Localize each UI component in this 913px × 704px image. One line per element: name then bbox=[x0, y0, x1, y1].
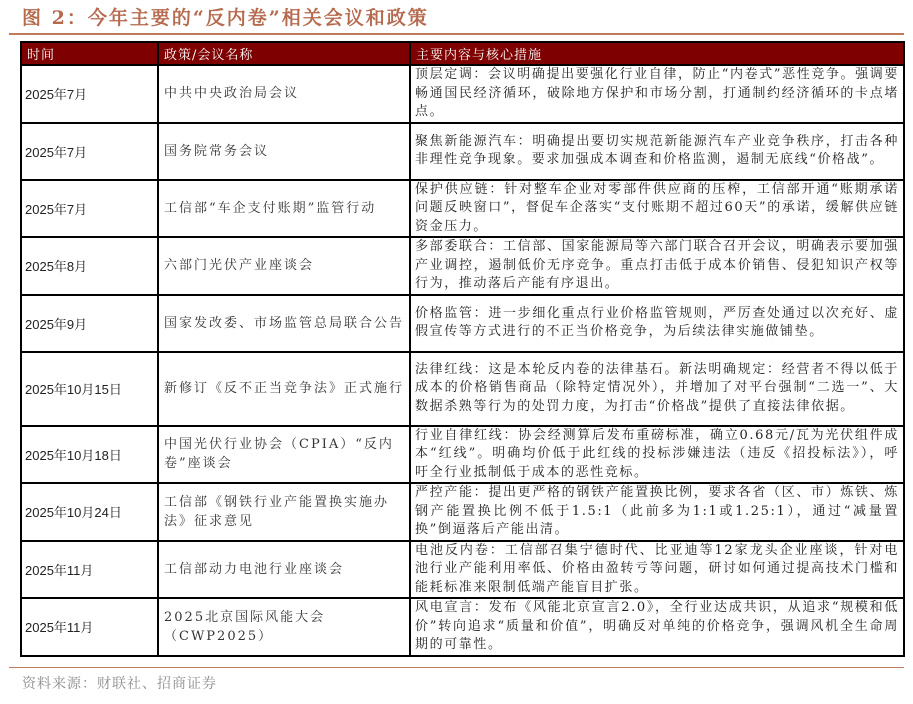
table-row bbox=[21, 295, 904, 352]
row-content: 价格监管：进一步细化重点行业价格监管规则，严厉查处通过以次充好、虚假宣传等方式进行的不正当价格竞争，为后续法律实施做铺垫。 bbox=[410, 295, 904, 352]
row-date: 2025年10月15日 bbox=[21, 352, 158, 426]
table-row bbox=[21, 483, 904, 541]
header-policy-name: 政策/会议名称 bbox=[158, 42, 410, 65]
row-date: 2025年10月18日 bbox=[21, 426, 158, 484]
row-content: 风电宣言：发布《风能北京宣言2.0》，全行业达成共识，从追求“规模和低价”转向追求“质量和价值”，明确反对单纯的价格竞争，强调风机全生命周期的可靠性。 bbox=[410, 598, 904, 656]
figure-title: 图 2：今年主要的“反内卷”相关会议和政策 bbox=[22, 7, 429, 29]
table-row bbox=[21, 426, 904, 484]
table-row bbox=[21, 180, 904, 238]
row-content: 法律红线：这是本轮反内卷的法律基石。新法明确规定：经营者不得以低于成本的价格销售商品（除特定情况外），并增加了对平台强制“二选一”、大数据杀熟等行为的处罚力度，为打击“价格战”提供了直接法律依据。 bbox=[410, 352, 904, 426]
row-policy-name: 工信部《钢铁行业产能置换实施办法》征求意见 bbox=[158, 483, 410, 541]
row-policy-name: 工信部“车企支付账期”监管行动 bbox=[158, 180, 410, 238]
row-policy-name: 国务院常务会议 bbox=[158, 123, 410, 180]
row-content: 保护供应链：针对整车企业对零部件供应商的压榨，工信部开通“账期承诺问题反映窗口”，督促车企落实“支付账期不超过60天”的承诺，缓解供应链资金压力。 bbox=[410, 180, 904, 238]
table-row bbox=[21, 352, 904, 426]
row-policy-name: 新修订《反不正当竞争法》正式施行 bbox=[158, 352, 410, 426]
policy-table bbox=[20, 41, 905, 657]
title-divider bbox=[9, 33, 904, 35]
row-date: 2025年7月 bbox=[21, 123, 158, 180]
row-date: 2025年8月 bbox=[21, 237, 158, 295]
table-row bbox=[21, 65, 904, 123]
source-note: 资料来源：财联社、招商证券 bbox=[22, 676, 217, 692]
row-date: 2025年7月 bbox=[21, 180, 158, 238]
row-date: 2025年10月24日 bbox=[21, 483, 158, 541]
table-row bbox=[21, 237, 904, 295]
row-policy-name: 2025北京国际风能大会（CWP2025） bbox=[158, 598, 410, 656]
row-policy-name: 中国光伏行业协会（CPIA）“反内卷”座谈会 bbox=[158, 426, 410, 484]
row-content: 多部委联合：工信部、国家能源局等六部门联合召开会议，明确表示要加强产业调控，遏制低价无序竞争。重点打击低于成本价销售、侵犯知识产权等行为，推动落后产能有序退出。 bbox=[410, 237, 904, 295]
table-row bbox=[21, 123, 904, 180]
row-policy-name: 国家发改委、市场监管总局联合公告 bbox=[158, 295, 410, 352]
row-content: 顶层定调：会议明确提出要强化行业自律，防止“内卷式”恶性竞争。强调要畅通国民经济循环，破除地方保护和市场分割，打通制约经济循环的卡点堵点。 bbox=[410, 65, 904, 123]
row-policy-name: 工信部动力电池行业座谈会 bbox=[158, 541, 410, 599]
row-content: 聚焦新能源汽车：明确提出要切实规范新能源汽车产业竞争秩序，打击各种非理性竞争现象。要求加强成本调查和价格监测，遏制无底线“价格战”。 bbox=[410, 123, 904, 180]
row-content: 严控产能：提出更严格的钢铁产能置换比例，要求各省（区、市）炼铁、炼钢产能置换比例不低于1.5:1（此前多为1:1或1.25:1），通过“减量置换”倒逼落后产能出清。 bbox=[410, 483, 904, 541]
table-row bbox=[21, 598, 904, 656]
row-date: 2025年9月 bbox=[21, 295, 158, 352]
row-content: 行业自律红线：协会经测算后发布重磅标准，确立0.68元/瓦为光伏组件成本“红线”。明确均价低于此红线的投标涉嫌违法（违反《招投标法》），呼吁全行业抵制低于成本的恶性竞标。 bbox=[410, 426, 904, 484]
header-date: 时间 bbox=[21, 42, 158, 65]
row-date: 2025年11月 bbox=[21, 598, 158, 656]
row-policy-name: 六部门光伏产业座谈会 bbox=[158, 237, 410, 295]
row-date: 2025年7月 bbox=[21, 65, 158, 123]
row-content: 电池反内卷：工信部召集宁德时代、比亚迪等12家龙头企业座谈，针对电池行业产能利用率低、价格由盈转亏等问题，研讨如何通过提高技术门槛和能耗标准来限制低端产能盲目扩张。 bbox=[410, 541, 904, 599]
row-date: 2025年11月 bbox=[21, 541, 158, 599]
footer-divider bbox=[9, 667, 904, 668]
row-policy-name: 中共中央政治局会议 bbox=[158, 65, 410, 123]
table-header-row bbox=[21, 42, 904, 65]
table-row bbox=[21, 541, 904, 599]
header-content: 主要内容与核心措施 bbox=[410, 42, 904, 65]
